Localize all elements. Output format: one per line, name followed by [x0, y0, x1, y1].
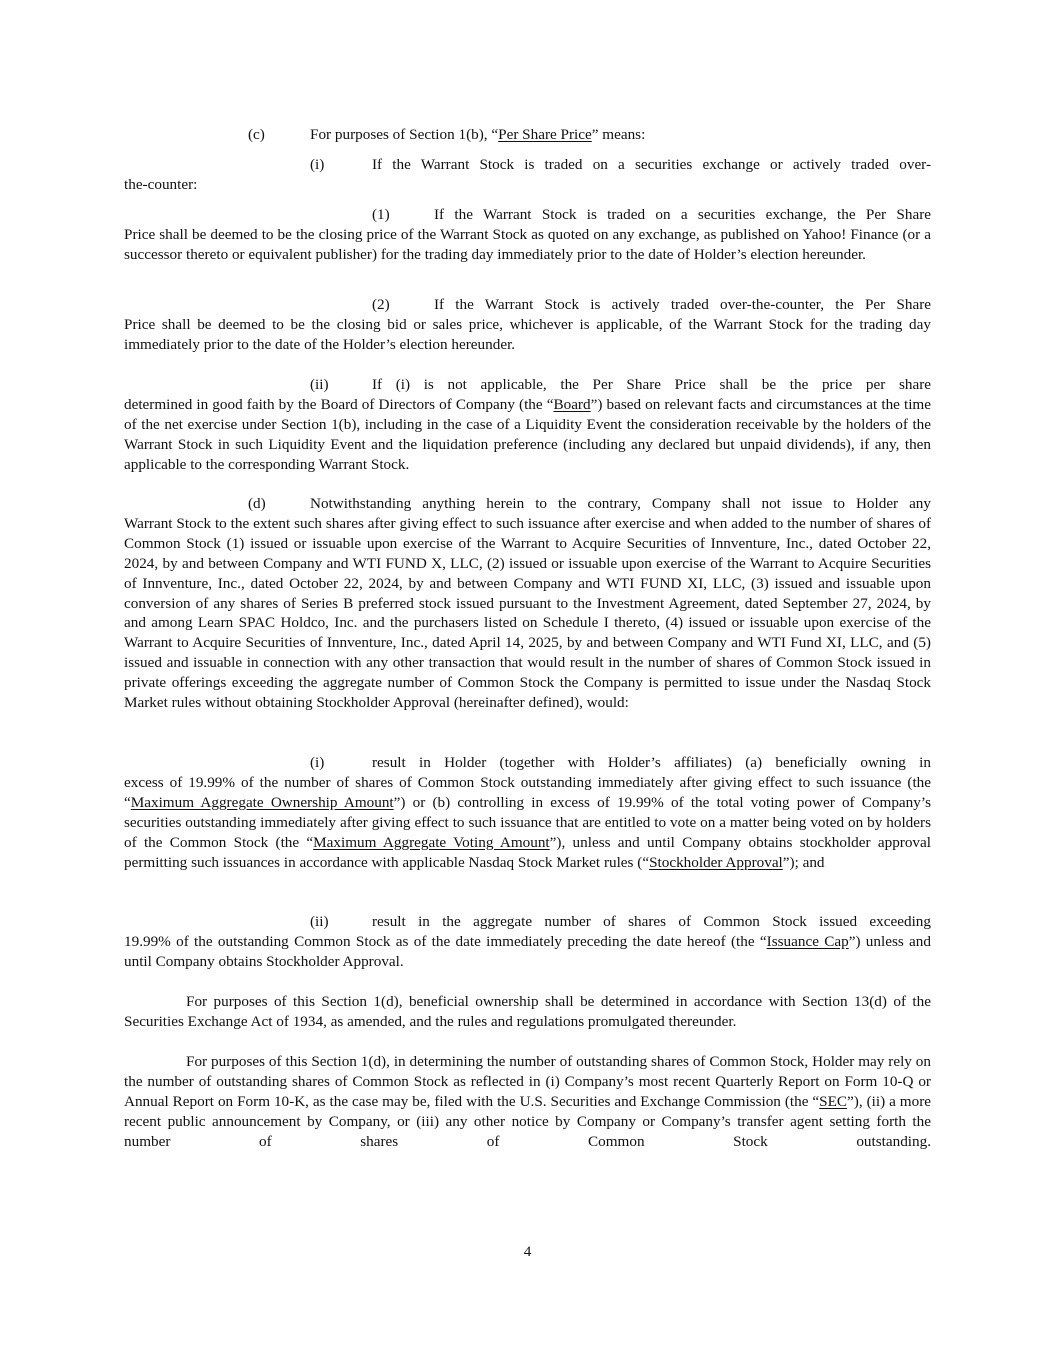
defined-term-issuance-cap: Issuance Cap	[766, 932, 849, 950]
section-d-body: Warrant Stock to the extent such shares after giving effect to such issuance after exercise and when added to the number of shares of Common Stock (1) issued or issuable upon exercise of the Warrant to Acquire Securities of Innventure, Inc., dated October 22, 2024, by and between Company and WTI FUND X, LLC, (2) issued or issuable upon exercise of the Warrant to Acquire Securities of Innventure, Inc., dated October 22, 2024, by and between Company and WTI FUND XI, LLC, (3) issued and issuable upon conversion of any shares of Series B preferred stock issued pursuant to the Investment Agreement, dated September 27, 2024, by and among Learn SPAC Holdco, Inc. and the purchasers listed on Schedule I thereto, (4) issued or issuable upon exercise of the Warrant to Acquire Securities of Innventure, Inc., dated April 14, 2025, by and between Company and WTI Fund XI, LLC, and (5) issued and issuable in connection with any other transaction that would result in the number of shares of Common Stock issued in private offerings exceeding the aggregate number of Common Stock the Company is permitted to issue under the Nasdaq Stock Market rules without obtaining Stockholder Approval (hereinafter defined), would:	[124, 514, 931, 712]
section-c-i-continuation: the-counter:	[124, 175, 198, 193]
section-d-i	[124, 753, 931, 872]
section-c-i-2-body: Price shall be deemed to be the closing bid or sales price, whichever is applicable, of the Warrant Stock for the trading day immediately prior to the date of the Holder’s election hereunder.	[124, 315, 931, 353]
section-d-i-label: (i)	[310, 754, 325, 771]
defined-term-maximum-aggregate-voting-amount: Maximum Aggregate Voting Amount	[313, 833, 550, 851]
section-d-label: (d)	[248, 495, 266, 512]
defined-term-stockholder-approval: Stockholder Approval	[649, 853, 783, 871]
section-c-i-1-body: Price shall be deemed to be the closing price of the Warrant Stock as quoted on any exchange, as published on Yahoo! Finance (or a successor thereto or equivalent publisher) for the trading day immediately prior to the date of Holder’s election hereunder.	[124, 225, 931, 263]
section-d-i-body: excess of 19.99% of the number of shares of Common Stock outstanding immediately after giving effect to such issuance (the “Maximum Aggregate Ownership Amount”) or (b) controlling in excess of 19.99% of the total voting power of Company’s securities outstanding immediately after giving effect to such issuance that are entitled to vote on a matter being voted on by holders of the Common Stock (the “Maximum Aggregate Voting Amount”), unless and until Company obtains stockholder approval permitting such issuances in accordance with applicable Nasdaq Stock Market rules (“Stockholder Approval”); and	[124, 773, 931, 871]
section-c-ii	[124, 375, 931, 475]
section-c-i-label: (i)	[310, 156, 325, 173]
section-c-i-1	[124, 205, 931, 265]
section-c-i-1-label: (1)	[372, 206, 390, 223]
defined-term-sec: SEC	[819, 1092, 848, 1110]
section-c-i-2-first-line: If the Warrant Stock is actively traded over-the-counter, the Per Share	[434, 296, 931, 313]
page-number: 4	[523, 1243, 532, 1260]
section-c-i-2-label: (2)	[372, 296, 390, 313]
section-c	[124, 125, 931, 145]
section-c-ii-first-line: If (i) is not applicable, the Per Share Price shall be the price per share	[372, 376, 931, 393]
section-c-i	[124, 155, 931, 195]
section-d-ii-label: (ii)	[310, 913, 329, 930]
paragraph-outstanding-shares: For purposes of this Section 1(d), in determining the number of outstanding shares of Common Stock, Holder may rely on the number of outstanding shares of Common Stock as reflected in (i) Company’s most recent Quarterly Report on Form 10-Q or Annual Report on Form 10-K, as the case may be, filed with the U.S. Securities and Exchange Commission (the “SEC”), (ii) a more recent public announcement by Company, or (iii) any other notice by Company or Company’s transfer agent setting forth the number of shares of Common Stock outstanding.	[124, 1053, 931, 1150]
section-d-ii-body: 19.99% of the outstanding Common Stock as of the date immediately preceding the date hereof (the “Issuance Cap”) unless and until Company obtains Stockholder Approval.	[124, 932, 931, 970]
section-d	[124, 494, 931, 713]
section-d-ii	[124, 912, 931, 972]
paragraph-beneficial-ownership: For purposes of this Section 1(d), beneficial ownership shall be determined in accordance with Section 13(d) of the Securities Exchange Act of 1934, as amended, and the rules and regulations promulgated thereunder.	[124, 993, 931, 1030]
section-d-i-first-line: result in Holder (together with Holder’s affiliates) (a) beneficially owning in	[372, 754, 931, 771]
defined-term-maximum-aggregate-ownership-amount: Maximum Aggregate Ownership Amount	[130, 793, 394, 811]
section-c-ii-body: determined in good faith by the Board of Directors of Company (the “Board”) based on relevant facts and circumstances at the time of the net exercise under Section 1(b), including in the case of a Liquidity Event the consideration receivable by the holders of the Warrant Stock in such Liquidity Event and the liquidation preference (including any declared but unpaid dividends), if any, then applicable to the corresponding Warrant Stock.	[124, 395, 931, 473]
defined-term-board: Board	[553, 395, 591, 413]
section-c-heading: For purposes of Section 1(b), “Per Share Price” means:	[310, 126, 646, 143]
section-c-i-1-first-line: If the Warrant Stock is traded on a securities exchange, the Per Share	[434, 206, 931, 223]
section-c-label: (c)	[248, 126, 265, 143]
section-c-ii-label: (ii)	[310, 376, 329, 393]
section-c-i-text: If the Warrant Stock is traded on a securities exchange or actively traded over-	[372, 156, 931, 173]
defined-term-per-share-price: Per Share Price	[498, 126, 592, 143]
section-d-ii-first-line: result in the aggregate number of shares of Common Stock issued exceeding	[372, 913, 931, 930]
section-d-first-line: Notwithstanding anything herein to the contrary, Company shall not issue to Holder any	[310, 495, 931, 512]
section-c-i-2	[124, 295, 931, 355]
